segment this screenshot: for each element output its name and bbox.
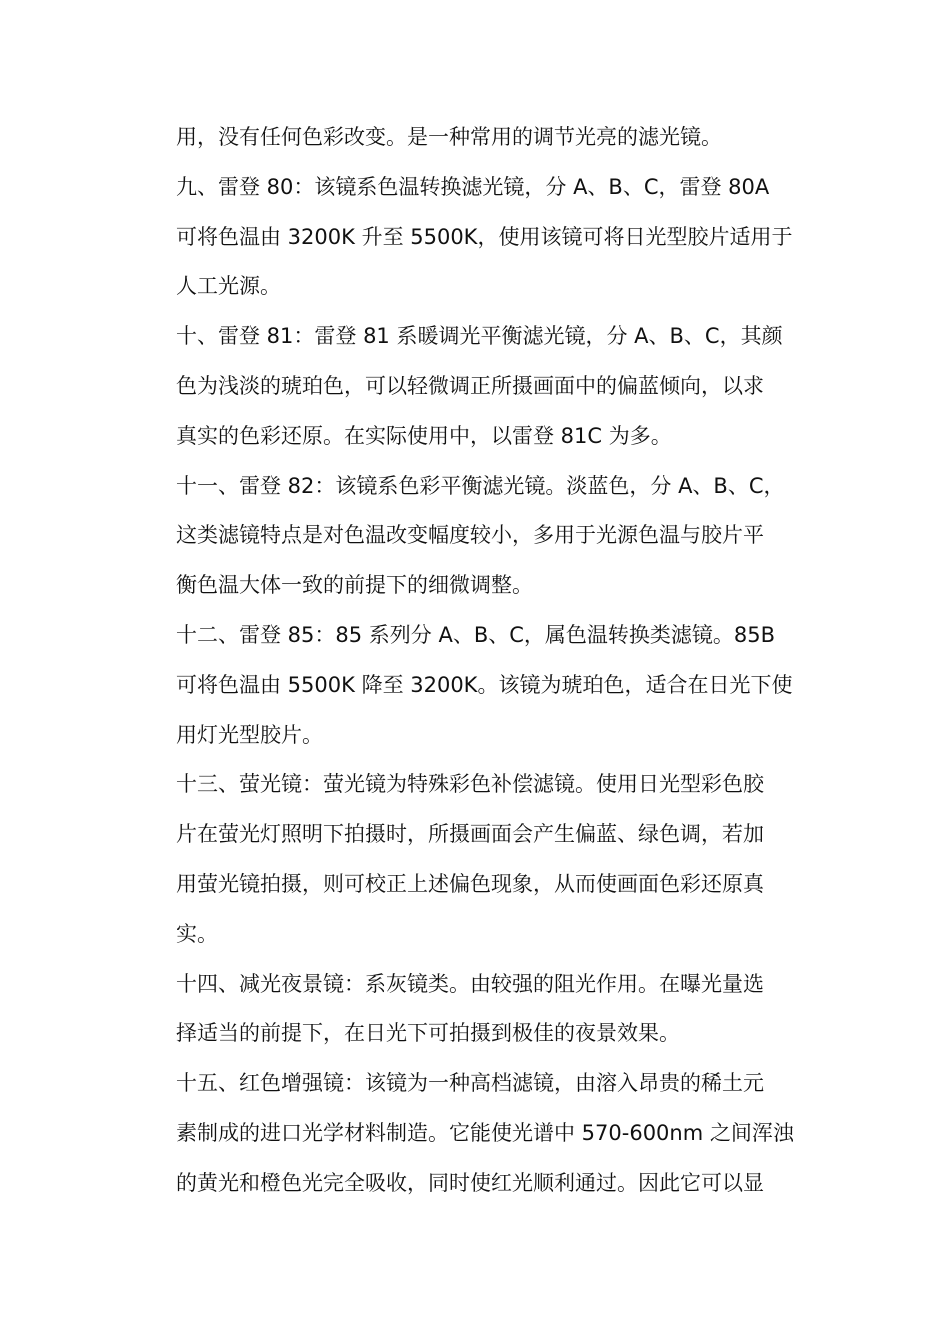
text-line: 十二、雷登 85：85 系列分 A、B、C，属色温转换类滤镜。85B — [176, 622, 776, 647]
text-line: 十四、减光夜景镜：系灰镜类。由较强的阻光作用。在曝光量选 — [176, 971, 764, 996]
text-line: 用灯光型胶片。 — [176, 722, 323, 747]
text-line: 九、雷登 80：该镜系色温转换滤光镜，分 A、B、C，雷登 80A — [176, 174, 770, 199]
text-line: 十一、雷登 82：该镜系色彩平衡滤光镜。淡蓝色，分 A、B、C， — [176, 473, 785, 498]
text-line: 真实的色彩还原。在实际使用中，以雷登 81C 为多。 — [176, 423, 672, 448]
body-text — [176, 113, 816, 1209]
text-line: 衡色温大体一致的前提下的细微调整。 — [176, 573, 533, 598]
text-line: 十三、萤光镜：萤光镜为特殊彩色补偿滤镜。使用日光型彩色胶 — [176, 772, 764, 797]
text-line: 这类滤镜特点是对色温改变幅度较小，多用于光源色温与胶片平 — [176, 523, 764, 548]
text-line: 的黄光和橙色光完全吸收，同时使红光顺利通过。因此它可以显 — [176, 1170, 764, 1195]
text-line: 色为浅淡的琥珀色，可以轻微调正所摄画面中的偏蓝倾向，以求 — [176, 373, 764, 398]
text-line: 用，没有任何色彩改变。是一种常用的调节光亮的滤光镜。 — [176, 125, 722, 149]
text-line: 人工光源。 — [176, 274, 281, 299]
text-line: 用萤光镜拍摄，则可校正上述偏色现象，从而使画面色彩还原真 — [176, 871, 764, 896]
text-line: 可将色温由 5500K 降至 3200K。该镜为琥珀色，适合在日光下使 — [176, 672, 793, 697]
text-line: 可将色温由 3200K 升至 5500K，使用该镜可将日光型胶片适用于 — [176, 224, 793, 249]
text-line: 择适当的前提下，在日光下可拍摄到极佳的夜景效果。 — [176, 1021, 680, 1046]
text-line: 实。 — [176, 921, 218, 946]
text-line: 十五、红色增强镜：该镜为一种高档滤镜，由溶入昂贵的稀土元 — [176, 1071, 764, 1096]
text-line: 素制成的进口光学材料制造。它能使光谱中 570-600nm 之间浑浊 — [176, 1120, 794, 1145]
text-line: 十、雷登 81：雷登 81 系暖调光平衡滤光镜，分 A、B、C，其颜 — [176, 324, 783, 349]
text-line: 片在萤光灯照明下拍摄时，所摄画面会产生偏蓝、绿色调，若加 — [176, 822, 764, 847]
